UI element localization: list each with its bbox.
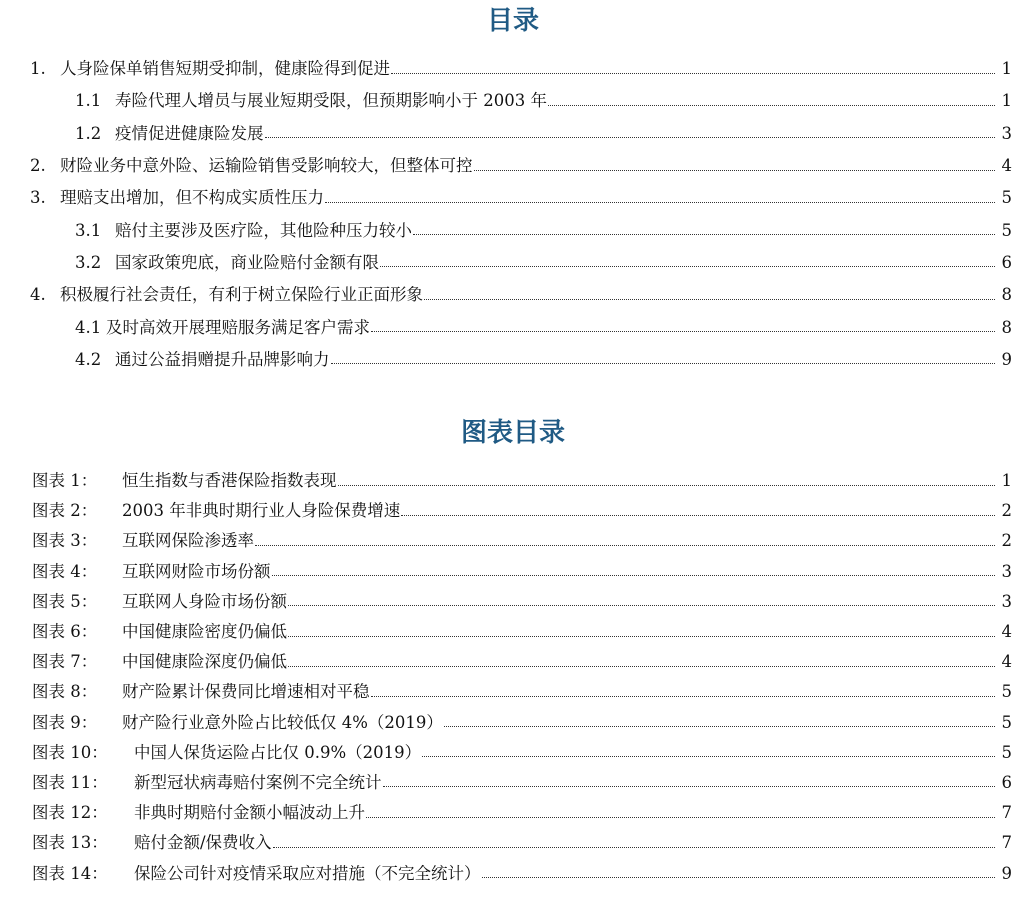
dot-leader bbox=[383, 786, 996, 787]
figures-list bbox=[0, 466, 1026, 889]
figure-entry[interactable] bbox=[0, 708, 1026, 738]
dot-leader bbox=[380, 266, 995, 267]
toc-entry-number: 2. bbox=[30, 156, 46, 176]
figure-entry[interactable] bbox=[0, 526, 1026, 556]
toc-entry-page: 9 bbox=[1001, 349, 1012, 369]
toc-entry-number: 4.2 bbox=[75, 349, 102, 369]
figure-entry-number: 图表 5： bbox=[32, 591, 98, 611]
figure-entry-number: 图表 14： bbox=[32, 863, 108, 883]
toc-entry-page: 6 bbox=[1001, 252, 1012, 272]
toc-entry-title: 国家政策兜底，商业险赔付金额有限 bbox=[115, 252, 379, 272]
figure-entry-title: 恒生指数与香港保险指数表现 bbox=[122, 471, 337, 491]
toc-entry-title: 积极履行社会责任，有利于树立保险行业正面形象 bbox=[60, 285, 423, 305]
figure-entry[interactable] bbox=[0, 738, 1026, 768]
dot-leader bbox=[288, 605, 995, 606]
figure-entry-title: 中国健康险密度仍偏低 bbox=[122, 622, 287, 642]
figure-entry-title: 互联网保险渗透率 bbox=[122, 531, 254, 551]
toc-entry-title: 人身险保单销售短期受抑制，健康险得到促进 bbox=[60, 59, 390, 79]
toc-list bbox=[0, 53, 1026, 376]
figure-entry-page: 3 bbox=[1001, 591, 1012, 611]
toc-entry-page: 5 bbox=[1001, 188, 1012, 208]
toc-entry-page: 5 bbox=[1001, 220, 1012, 240]
dot-leader bbox=[444, 726, 995, 727]
figure-entry-title: 保险公司针对疫情采取应对措施（不完全统计） bbox=[134, 863, 481, 883]
figure-entry-page: 4 bbox=[1001, 622, 1012, 642]
figure-entry-number: 图表 12： bbox=[32, 803, 108, 823]
figure-entry-page: 2 bbox=[1001, 531, 1012, 551]
toc-entry-title: 疫情促进健康险发展 bbox=[115, 123, 264, 143]
figure-entry-title: 互联网财险市场份额 bbox=[122, 561, 271, 581]
figure-entry[interactable] bbox=[0, 587, 1026, 617]
toc-entry[interactable] bbox=[0, 85, 1026, 117]
figure-entry[interactable] bbox=[0, 557, 1026, 587]
figure-entry-page: 5 bbox=[1001, 682, 1012, 702]
dot-leader bbox=[273, 847, 995, 848]
toc-entry-page: 8 bbox=[1001, 317, 1012, 337]
toc-entry-title: 理赔支出增加，但不构成实质性压力 bbox=[60, 188, 324, 208]
figure-entry-title: 赔付金额/保费收入 bbox=[134, 833, 272, 853]
dot-leader bbox=[371, 696, 996, 697]
toc-entry-page: 8 bbox=[1001, 285, 1012, 305]
figure-entry-number: 图表 13： bbox=[32, 833, 108, 853]
toc-entry-page: 1 bbox=[1001, 91, 1012, 111]
dot-leader bbox=[474, 170, 996, 171]
figure-entry-page: 4 bbox=[1001, 652, 1012, 672]
dot-leader bbox=[424, 299, 995, 300]
toc-entry-title: 赔付主要涉及医疗险，其他险种压力较小 bbox=[115, 220, 412, 240]
dot-leader bbox=[422, 756, 995, 757]
figure-entry-title: 新型冠状病毒赔付案例不完全统计 bbox=[134, 772, 382, 792]
dot-leader bbox=[413, 234, 995, 235]
figure-entry-page: 7 bbox=[1001, 803, 1012, 823]
figure-entry-number: 图表 9： bbox=[32, 712, 98, 732]
dot-leader bbox=[391, 73, 995, 74]
figure-entry[interactable] bbox=[0, 677, 1026, 707]
toc-entry-title: 通过公益捐赠提升品牌影响力 bbox=[115, 349, 330, 369]
figure-entry-number: 图表 10： bbox=[32, 742, 108, 762]
toc-entry[interactable] bbox=[0, 344, 1026, 376]
toc-entry-number: 4.1 bbox=[75, 317, 102, 337]
toc-entry-title: 寿险代理人增员与展业短期受限，但预期影响小于 2003 年 bbox=[115, 91, 547, 111]
dot-leader bbox=[482, 877, 996, 878]
figure-entry-title: 非典时期赔付金额小幅波动上升 bbox=[134, 803, 365, 823]
toc-entry-number: 1.2 bbox=[75, 123, 102, 143]
toc-entry[interactable] bbox=[0, 53, 1026, 85]
figure-entry-number: 图表 7： bbox=[32, 652, 98, 672]
figure-entry-title: 中国健康险深度仍偏低 bbox=[122, 652, 287, 672]
dot-leader bbox=[371, 331, 995, 332]
dot-leader bbox=[366, 817, 995, 818]
dot-leader bbox=[548, 105, 995, 106]
toc-entry[interactable] bbox=[0, 182, 1026, 214]
figure-entry-number: 图表 8： bbox=[32, 682, 98, 702]
figure-entry-page: 7 bbox=[1001, 833, 1012, 853]
dot-leader bbox=[331, 363, 996, 364]
toc-entry-number: 3.1 bbox=[75, 220, 102, 240]
figure-entry-page: 6 bbox=[1001, 772, 1012, 792]
figure-entry[interactable] bbox=[0, 828, 1026, 858]
figure-entry-number: 图表 4： bbox=[32, 561, 98, 581]
dot-leader bbox=[288, 636, 995, 637]
toc-entry-title: 及时高效开展理赔服务满足客户需求 bbox=[106, 317, 370, 337]
toc-entry[interactable] bbox=[0, 279, 1026, 311]
dot-leader bbox=[255, 545, 995, 546]
figure-entry-title: 财产险累计保费同比增速相对平稳 bbox=[122, 682, 370, 702]
figure-entry-page: 5 bbox=[1001, 742, 1012, 762]
toc-entry[interactable] bbox=[0, 118, 1026, 150]
figure-entry-page: 2 bbox=[1001, 501, 1012, 521]
figure-entry-page: 1 bbox=[1001, 471, 1012, 491]
toc-entry-number: 3.2 bbox=[75, 252, 102, 272]
toc-entry-number: 4. bbox=[30, 285, 46, 305]
figure-entry-number: 图表 6： bbox=[32, 622, 98, 642]
dot-leader bbox=[288, 666, 995, 667]
toc-entry-number: 1. bbox=[30, 59, 46, 79]
figure-entry-number: 图表 2： bbox=[32, 501, 98, 521]
toc-entry-number: 1.1 bbox=[75, 91, 102, 111]
figures-title: 图表目录 bbox=[460, 418, 565, 448]
figure-entry-page: 5 bbox=[1001, 712, 1012, 732]
toc-entry[interactable] bbox=[0, 150, 1026, 182]
figure-entry[interactable] bbox=[0, 858, 1026, 888]
figure-entry[interactable] bbox=[0, 466, 1026, 496]
figure-entry-title: 互联网人身险市场份额 bbox=[122, 591, 287, 611]
toc-entry-number: 3. bbox=[30, 188, 46, 208]
figure-entry-title: 2003 年非典时期行业人身险保费增速 bbox=[122, 501, 401, 521]
toc-entry-title: 财险业务中意外险、运输险销售受影响较大，但整体可控 bbox=[60, 156, 473, 176]
figure-entry-page: 9 bbox=[1001, 863, 1012, 883]
dot-leader bbox=[325, 202, 995, 203]
dot-leader bbox=[272, 575, 996, 576]
figure-entry[interactable] bbox=[0, 647, 1026, 677]
dot-leader bbox=[401, 515, 995, 516]
figure-entry-title: 财产险行业意外险占比较低仅 4%（2019） bbox=[122, 712, 443, 732]
figure-entry[interactable] bbox=[0, 768, 1026, 798]
toc-entry-page: 1 bbox=[1001, 59, 1012, 79]
toc-entry[interactable] bbox=[0, 214, 1026, 246]
dot-leader bbox=[265, 137, 996, 138]
figure-entry-number: 图表 3： bbox=[32, 531, 98, 551]
figure-entry[interactable] bbox=[0, 496, 1026, 526]
toc-entry[interactable] bbox=[0, 311, 1026, 343]
toc-entry-page: 3 bbox=[1001, 123, 1012, 143]
figure-entry[interactable] bbox=[0, 798, 1026, 828]
figure-entry-page: 3 bbox=[1001, 561, 1012, 581]
figure-entry-title: 中国人保货运险占比仅 0.9%（2019） bbox=[134, 742, 422, 762]
toc-entry[interactable] bbox=[0, 247, 1026, 279]
toc-title: 目录 bbox=[486, 6, 539, 36]
toc-entry-page: 4 bbox=[1001, 156, 1012, 176]
dot-leader bbox=[338, 485, 996, 486]
figure-entry-number: 图表 11： bbox=[32, 772, 108, 792]
figure-entry[interactable] bbox=[0, 617, 1026, 647]
figure-entry-number: 图表 1： bbox=[32, 471, 98, 491]
